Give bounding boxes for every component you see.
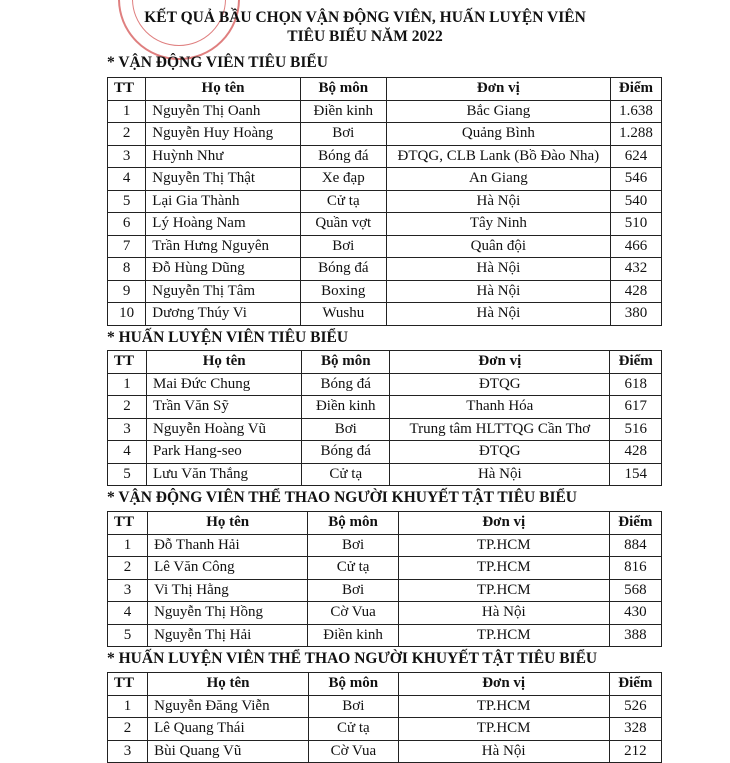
table-row xyxy=(108,235,662,258)
cell-name: Dương Thúy Vi xyxy=(146,303,300,326)
table-row xyxy=(108,303,662,326)
cell-tt: 2 xyxy=(108,557,148,580)
cell-score: 546 xyxy=(610,168,661,191)
cell-name: Trần Văn Sỹ xyxy=(147,396,302,419)
cell-sport: Bơi xyxy=(300,123,386,146)
column-header-tt: TT xyxy=(108,512,148,535)
cell-sport: Quần vợt xyxy=(300,213,386,236)
cell-unit: Thanh Hóa xyxy=(390,396,610,419)
cell-sport: Bơi xyxy=(309,695,399,718)
cell-name: Đỗ Thanh Hải xyxy=(148,534,308,557)
table-header-row xyxy=(108,78,662,101)
cell-tt: 7 xyxy=(108,235,146,258)
cell-sport: Bơi xyxy=(308,579,399,602)
cell-unit: TP.HCM xyxy=(398,534,609,557)
cell-score: 624 xyxy=(610,145,661,168)
cell-name: Đỗ Hùng Dũng xyxy=(146,258,300,281)
cell-tt: 3 xyxy=(108,579,148,602)
column-header-score: Điểm xyxy=(610,351,662,374)
cell-unit: Tây Ninh xyxy=(386,213,610,236)
cell-score: 540 xyxy=(610,190,661,213)
cell-sport: Bóng đá xyxy=(302,373,390,396)
column-header-unit: Đơn vị xyxy=(398,512,609,535)
cell-name: Park Hang-seo xyxy=(147,441,302,464)
cell-sport: Wushu xyxy=(300,303,386,326)
cell-score: 212 xyxy=(609,740,661,763)
cell-unit: Hà Nội xyxy=(398,740,609,763)
cell-score: 428 xyxy=(610,280,661,303)
table-row xyxy=(108,145,662,168)
cell-name: Lê Quang Thái xyxy=(148,718,309,741)
cell-score: 328 xyxy=(609,718,661,741)
cell-name: Trần Hưng Nguyên xyxy=(146,235,300,258)
table-header-row xyxy=(108,512,662,535)
cell-name: Lưu Văn Thắng xyxy=(147,463,302,486)
cell-sport: Điền kinh xyxy=(302,396,390,419)
cell-score: 516 xyxy=(610,418,662,441)
cell-score: 428 xyxy=(610,441,662,464)
section-heading-athletes: * VẬN ĐỘNG VIÊN TIÊU BIỂU xyxy=(107,54,328,71)
cell-unit: An Giang xyxy=(386,168,610,191)
table-row xyxy=(108,441,662,464)
cell-name: Nguyễn Thị Hồng xyxy=(148,602,308,625)
cell-score: 526 xyxy=(609,695,661,718)
table-row xyxy=(108,557,662,580)
cell-name: Mai Đức Chung xyxy=(147,373,302,396)
cell-score: 432 xyxy=(610,258,661,281)
table-row xyxy=(108,100,662,123)
cell-tt: 5 xyxy=(108,463,147,486)
column-header-name: Họ tên xyxy=(148,512,308,535)
cell-sport: Điền kinh xyxy=(300,100,386,123)
cell-tt: 3 xyxy=(108,740,148,763)
table-row xyxy=(108,213,662,236)
cell-tt: 1 xyxy=(108,534,148,557)
cell-name: Nguyễn Thị Tâm xyxy=(146,280,300,303)
cell-score: 466 xyxy=(610,235,661,258)
cell-name: Huỳnh Như xyxy=(146,145,300,168)
cell-name: Nguyễn Thị Oanh xyxy=(146,100,300,123)
cell-unit: Hà Nội xyxy=(386,190,610,213)
cell-sport: Bóng đá xyxy=(300,258,386,281)
cell-score: 430 xyxy=(609,602,661,625)
column-header-sport: Bộ môn xyxy=(308,512,399,535)
cell-sport: Bơi xyxy=(308,534,399,557)
cell-sport: Cử tạ xyxy=(308,557,399,580)
cell-unit: Hà Nội xyxy=(390,463,610,486)
cell-unit: TP.HCM xyxy=(398,557,609,580)
cell-unit: ĐTQG xyxy=(390,441,610,464)
column-header-unit: Đơn vị xyxy=(398,673,609,696)
cell-tt: 6 xyxy=(108,213,146,236)
table-header-row xyxy=(108,673,662,696)
table-row xyxy=(108,718,662,741)
cell-tt: 4 xyxy=(108,441,147,464)
cell-tt: 10 xyxy=(108,303,146,326)
cell-name: Lý Hoàng Nam xyxy=(146,213,300,236)
cell-tt: 3 xyxy=(108,418,147,441)
cell-name: Nguyễn Hoàng Vũ xyxy=(147,418,302,441)
column-header-sport: Bộ môn xyxy=(302,351,390,374)
cell-tt: 3 xyxy=(108,145,146,168)
table-row xyxy=(108,168,662,191)
table-row xyxy=(108,534,662,557)
cell-unit: Hà Nội xyxy=(386,258,610,281)
cell-unit: TP.HCM xyxy=(398,579,609,602)
cell-sport: Cờ Vua xyxy=(308,602,399,625)
table-row xyxy=(108,695,662,718)
cell-tt: 1 xyxy=(108,373,147,396)
cell-tt: 4 xyxy=(108,168,146,191)
cell-score: 884 xyxy=(609,534,661,557)
cell-name: Nguyễn Đăng Viễn xyxy=(148,695,309,718)
cell-name: Nguyễn Thị Thật xyxy=(146,168,300,191)
cell-tt: 4 xyxy=(108,602,148,625)
cell-unit: TP.HCM xyxy=(398,718,609,741)
cell-tt: 2 xyxy=(108,123,146,146)
table-para-coaches xyxy=(107,672,662,763)
cell-score: 618 xyxy=(610,373,662,396)
cell-sport: Boxing xyxy=(300,280,386,303)
column-header-score: Điểm xyxy=(610,78,661,101)
cell-score: 816 xyxy=(609,557,661,580)
column-header-name: Họ tên xyxy=(147,351,302,374)
cell-name: Nguyễn Huy Hoàng xyxy=(146,123,300,146)
cell-score: 1.288 xyxy=(610,123,661,146)
table-para-athletes xyxy=(107,511,662,647)
section-heading-para-athletes: * VẬN ĐỘNG VIÊN THỂ THAO NGƯỜI KHUYẾT TẬT TIÊU BIỂU xyxy=(107,489,578,506)
cell-sport: Bóng đá xyxy=(300,145,386,168)
cell-name: Lại Gia Thành xyxy=(146,190,300,213)
table-row xyxy=(108,396,662,419)
cell-score: 617 xyxy=(610,396,662,419)
cell-sport: Cờ Vua xyxy=(309,740,399,763)
section-heading-para-coaches: * HUẤN LUYỆN VIÊN THỂ THAO NGƯỜI KHUYẾT TẬT TIÊU BIỂU xyxy=(107,650,598,667)
cell-unit: TP.HCM xyxy=(398,624,609,647)
table-row xyxy=(108,280,662,303)
cell-name: Nguyễn Thị Hải xyxy=(148,624,308,647)
column-header-unit: Đơn vị xyxy=(390,351,610,374)
column-header-sport: Bộ môn xyxy=(309,673,399,696)
cell-score: 380 xyxy=(610,303,661,326)
cell-tt: 9 xyxy=(108,280,146,303)
cell-sport: Điền kinh xyxy=(308,624,399,647)
table-row xyxy=(108,123,662,146)
cell-tt: 1 xyxy=(108,695,148,718)
cell-unit: TP.HCM xyxy=(398,695,609,718)
cell-sport: Cử tạ xyxy=(309,718,399,741)
cell-unit: Hà Nội xyxy=(386,303,610,326)
table-row xyxy=(108,740,662,763)
cell-tt: 5 xyxy=(108,190,146,213)
cell-name: Vi Thị Hằng xyxy=(148,579,308,602)
column-header-tt: TT xyxy=(108,673,148,696)
column-header-tt: TT xyxy=(108,78,146,101)
cell-tt: 5 xyxy=(108,624,148,647)
cell-score: 568 xyxy=(609,579,661,602)
cell-name: Lê Văn Công xyxy=(148,557,308,580)
table-athletes xyxy=(107,77,662,326)
column-header-name: Họ tên xyxy=(146,78,300,101)
table-row xyxy=(108,602,662,625)
cell-sport: Xe đạp xyxy=(300,168,386,191)
cell-unit: Quảng Bình xyxy=(386,123,610,146)
cell-tt: 1 xyxy=(108,100,146,123)
cell-score: 154 xyxy=(610,463,662,486)
table-row xyxy=(108,418,662,441)
table-row xyxy=(108,258,662,281)
table-row xyxy=(108,624,662,647)
cell-unit: Trung tâm HLTTQG Cần Thơ xyxy=(390,418,610,441)
table-row xyxy=(108,463,662,486)
table-coaches xyxy=(107,350,662,486)
table-header-row xyxy=(108,351,662,374)
column-header-score: Điểm xyxy=(609,673,661,696)
cell-score: 388 xyxy=(609,624,661,647)
cell-tt: 2 xyxy=(108,396,147,419)
cell-unit: Quân đội xyxy=(386,235,610,258)
column-header-name: Họ tên xyxy=(148,673,309,696)
column-header-score: Điểm xyxy=(609,512,661,535)
cell-score: 1.638 xyxy=(610,100,661,123)
cell-unit: ĐTQG xyxy=(390,373,610,396)
table-row xyxy=(108,579,662,602)
cell-sport: Bóng đá xyxy=(302,441,390,464)
cell-score: 510 xyxy=(610,213,661,236)
column-header-sport: Bộ môn xyxy=(300,78,386,101)
section-heading-coaches: * HUẤN LUYỆN VIÊN TIÊU BIỂU xyxy=(107,329,349,346)
cell-unit: ĐTQG, CLB Lank (Bồ Đào Nha) xyxy=(386,145,610,168)
cell-unit: Hà Nội xyxy=(386,280,610,303)
cell-sport: Cử tạ xyxy=(302,463,390,486)
table-row xyxy=(108,190,662,213)
cell-name: Bùi Quang Vũ xyxy=(148,740,309,763)
column-header-tt: TT xyxy=(108,351,147,374)
cell-tt: 8 xyxy=(108,258,146,281)
column-header-unit: Đơn vị xyxy=(386,78,610,101)
cell-sport: Bơi xyxy=(302,418,390,441)
cell-unit: Hà Nội xyxy=(398,602,609,625)
document-title-line1: KẾT QUẢ BẦU CHỌN VẬN ĐỘNG VIÊN, HUẤN LUYỆN VIÊN xyxy=(144,9,586,26)
document-title-line2: TIÊU BIỂU NĂM 2022 xyxy=(287,28,443,45)
cell-sport: Bơi xyxy=(300,235,386,258)
cell-tt: 2 xyxy=(108,718,148,741)
cell-sport: Cử tạ xyxy=(300,190,386,213)
table-row xyxy=(108,373,662,396)
cell-unit: Bắc Giang xyxy=(386,100,610,123)
